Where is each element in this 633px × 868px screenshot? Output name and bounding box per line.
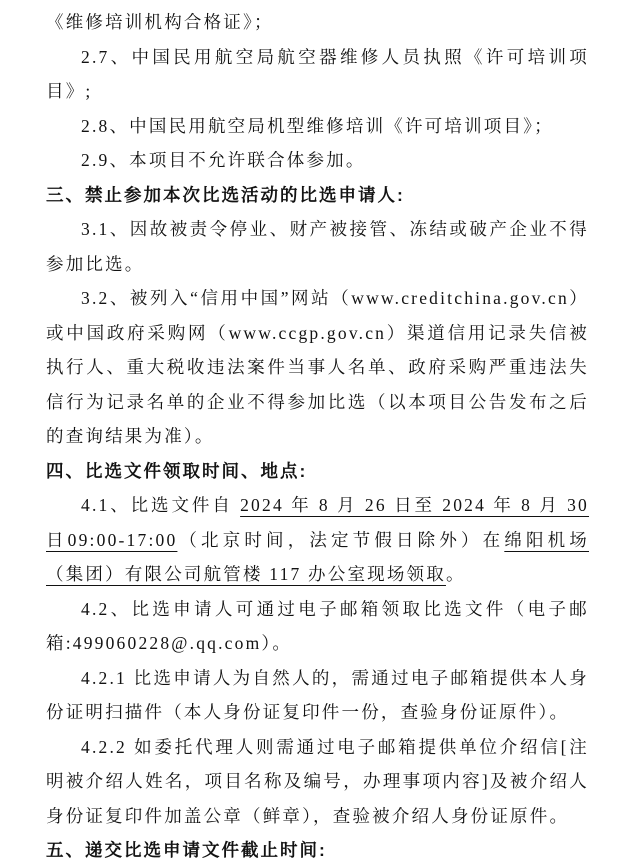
section-heading-4 [46, 454, 589, 489]
section-heading-5 [46, 833, 589, 868]
item-4-1-middle: （北京时间，法定节假日除外）在 [177, 529, 505, 550]
item-4-1-underlined-dates: 2024 年 8 月 26 日至 2024 年 8 月 30 日09:00-17:00 [46, 495, 590, 550]
item-4-1-suffix: 。 [445, 564, 466, 584]
paragraph-item-2-8 [46, 109, 589, 144]
paragraph-item-4-2-1 [46, 661, 589, 730]
item-4-2-1-text: 4.2.1 比选申请人为自然人的，需通过电子邮箱提供本人身份证明扫描件（本人身份证复印件一份，查验身份证原件）。 [46, 667, 589, 722]
item-4-2-text: 4.2、比选申请人可通过电子邮箱领取比选文件（电子邮箱:499060228@.qq.com）。 [46, 598, 589, 653]
paragraph-item-4-2-2 [46, 730, 589, 834]
item-4-1-underlined-place: 绵阳机场（集团）有限公司航管楼 117 办公室现场领取 [46, 529, 589, 584]
section-heading-5-text: 五、递交比选申请文件截止时间: [46, 840, 327, 860]
paragraph-item-3-1 [46, 212, 589, 281]
item-3-1-text: 3.1、因故被责令停业、财产被接管、冻结或破产企业不得参加比选。 [46, 219, 589, 274]
section-heading-3 [46, 178, 589, 213]
paragraph-item-2-9 [46, 143, 589, 178]
section-heading-4-text: 四、比选文件领取时间、地点: [46, 460, 308, 481]
item-4-1-prefix: 4.1、比选文件自 [81, 495, 241, 515]
section-heading-3-text: 三、禁止参加本次比选活动的比选申请人: [46, 184, 405, 205]
paragraph-item-2-7 [46, 40, 589, 109]
paragraph-cert-continuation [46, 5, 589, 40]
paragraph-item-3-2 [46, 281, 589, 454]
cert-line-text: 《维修培训机构合格证》； [46, 12, 274, 32]
item-3-2-text: 3.2、被列入“信用中国”网站（www.creditchina.gov.cn）或中国政府采购网（www.ccgp.gov.cn）渠道信用记录失信被执行人、重大税收违法案件当事人名单、政府采购严重违法失信行为记录名单的企业不得参加比选（以本项目公告发布之后的查询结果为准）。 [46, 288, 589, 446]
item-4-2-2-text: 4.2.2 如委托代理人则需通过电子邮箱提供单位介绍信[注明被介绍人姓名，项目名称及编号，办理事项内容]及被介绍人身份证复印件加盖公章（鲜章），查验被介绍人身份证原件。 [46, 736, 589, 826]
item-2-7-text: 2.7、中国民用航空局航空器维修人员执照《许可培训项目》; [46, 46, 589, 101]
paragraph-item-4-1 [46, 488, 589, 592]
item-2-9-text: 2.9、本项目不允许联合体参加。 [81, 150, 366, 170]
paragraph-item-4-2 [46, 592, 589, 661]
item-2-8-text: 2.8、中国民用航空局机型维修培训《许可培训项目》； [81, 115, 554, 136]
